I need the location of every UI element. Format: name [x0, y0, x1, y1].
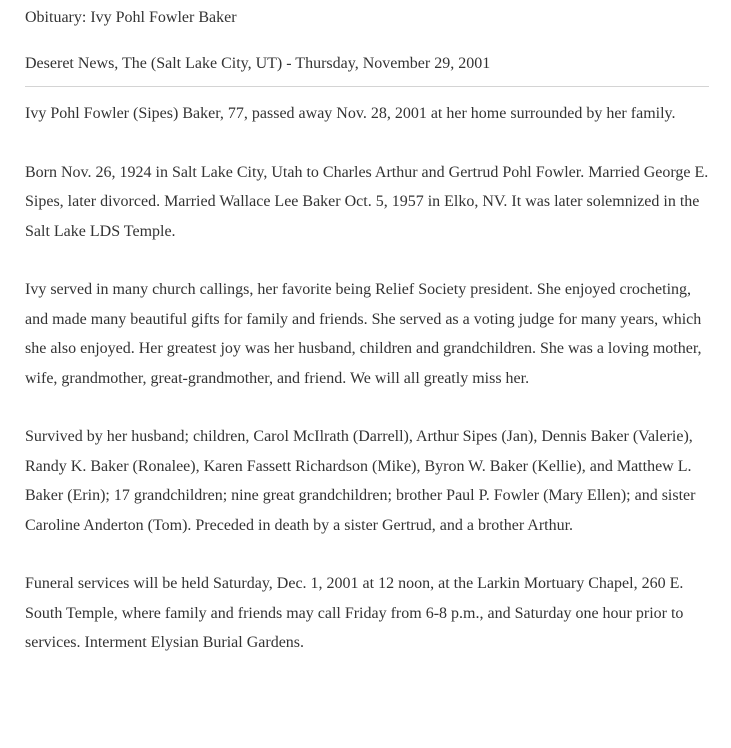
paragraph-funeral-services: Funeral services will be held Saturday, Dec. 1, 2001 at 12 noon, at the Larkin Mortuary Chapel, 260 E. South Temple, where family and friends may call Friday from 6-8 p.m., and Saturday one hour prior to services. Interment Elysian Burial Gardens. — [25, 575, 684, 652]
obituary-document — [25, 6, 711, 687]
paragraph-birth-marriage: Born Nov. 26, 1924 in Salt Lake City, Utah to Charles Arthur and Gertrud Pohl Fowler. Married George E. Sipes, later divorced. Married Wallace Lee Baker Oct. 5, 1957 in Elko, NV. It was later solemnized in the Salt Lake LDS Temple. — [25, 163, 709, 240]
paragraph-survivors: Survived by her husband; children, Carol McIlrath (Darrell), Arthur Sipes (Jan), Dennis Baker (Valerie), Randy K. Baker (Ronalee), Karen Fassett Richardson (Mike), Byron W. Baker (Kellie), and Matthew L. Baker (Erin); 17 grandchildren; nine great grandchildren; brother Paul P. Fowler (Mary Ellen); and sister Caroline Anderton (Tom). Preceded in death by a sister Gertrud, and a brother Arthur. — [25, 428, 696, 534]
paragraph-life-service: Ivy served in many church callings, her favorite being Relief Society president. She enjoyed crocheting, and made many beautiful gifts for family and friends. She served as a voting judge for many years, which she also enjoyed. Her greatest joy was her husband, children and grandchildren. She was a loving mother, wife, grandmother, great-grandmother, and friend. We will all greatly miss her. — [25, 281, 702, 387]
header-divider — [25, 86, 709, 87]
publication-source-line: Deseret News, The (Salt Lake City, UT) - Thursday, November 29, 2001 — [25, 55, 491, 72]
obituary-title: Obituary: Ivy Pohl Fowler Baker — [25, 9, 237, 26]
obituary-body — [25, 99, 711, 658]
paragraph-death-notice: Ivy Pohl Fowler (Sipes) Baker, 77, passed away Nov. 28, 2001 at her home surrounded by her family. — [25, 105, 676, 122]
